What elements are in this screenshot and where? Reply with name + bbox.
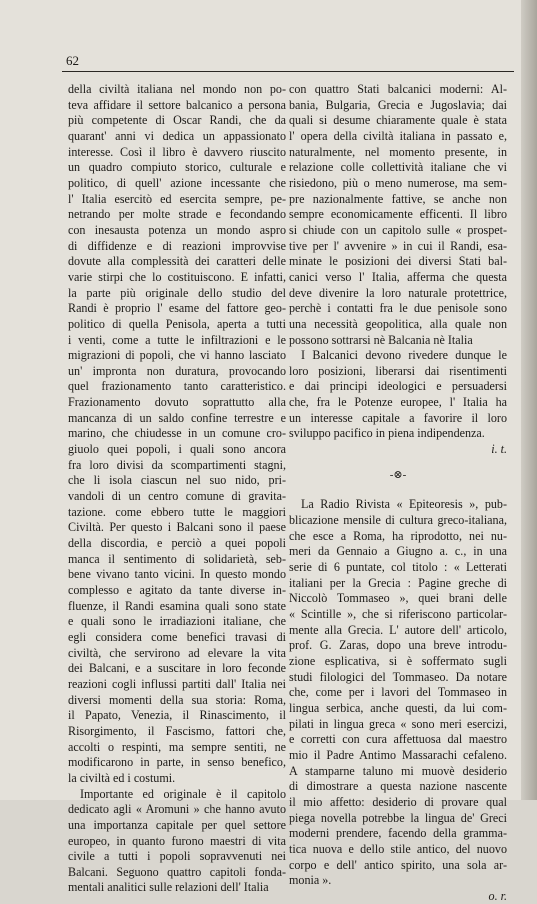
text-line: civile a tutti i popoli sopravvenuti nei [68,849,286,864]
text-line: fra loro divisi da scompartimenti stagni, [68,457,286,472]
text-line: moderni prendere, facendo della gramma- [289,826,507,841]
text-line: prof. G. Zaras, dopo una breve introdu- [289,638,507,653]
text-line: vandoli di un centro comune di gravita- [68,489,286,504]
text-line: il mio affetto: desiderio di provare qual [289,794,507,809]
text-line: con quattro Stati balcanici moderni: Al- [289,82,507,96]
ornament-divider: -⊗- [389,468,407,481]
text-line: Importante ed originale è il capitolo [80,786,286,801]
right-column [289,82,507,904]
text-line: meri da Gennaio a Giugno a. c., in una [289,544,507,559]
text-line: un interesse capitale a favorire il loro [289,410,507,425]
text-line: e corretti con cura affettuosa dal maestro [289,732,507,747]
header-rule [62,71,514,72]
page-binding-shadow [521,0,537,800]
right-column-part-1 [289,82,507,442]
text-line: teva affidare il settore balcanico a persona [68,97,286,112]
signature-or: o. r. [488,888,507,903]
text-line: che, fra le Potenze europee, l' Italia ha [289,395,507,410]
text-line: bania, Bulgaria, Grecia e Jugoslavia; dai [289,97,507,112]
text-line: politico di quella Penisola, aperta a tutti [68,316,286,331]
text-line: varie stirpi che lo costituiscono. E infatti, [68,269,286,284]
right-column-part-2 [289,497,507,888]
text-line: perchè i contatti fra le due penisole sono [289,301,507,316]
text-line: della civiltà italiana nel mondo non po- [68,82,286,96]
text-line: migrazioni di popoli, che vi hanno lasciato [68,348,286,363]
text-line: fluenze, il Randi esamina quali sono state [68,598,286,613]
text-line: tazione. come ebbero tutte le maggiori [68,504,286,519]
text-line: il Papato, Venezia, il Rinascimento, il [68,708,286,723]
text-line: e dai principi ideologici e persuadersi [289,379,507,394]
text-line: « Scintille », che si riferiscono particolar- [289,607,507,621]
text-line: I Balcanici devono rivedere dunque le [301,348,507,363]
text-line: quarant' anni vi dedica un appassionato [68,128,286,143]
text-line: con inesausta potenza un mondo aspro [68,222,286,237]
text-line: minate le posizioni dei diversi Stati bal- [289,254,507,269]
text-line: Balcani. Seguono quattro capitoli fonda- [68,864,286,879]
text-line: zione esplicativa, si è soffermato sugli [289,653,507,668]
text-line: la parte più originale dello studio del [68,285,286,300]
text-line: quel frazionamento tanto caratteristico. [68,379,286,394]
text-line: italiani per la Grecia : Pagine greche di [289,575,507,590]
text-line: modificarono in parte, in senso benefico, [68,755,286,770]
text-line: Frazionamento dovuto soprattutto alla [68,395,286,410]
text-line: tive per l' avvenire » in cui il Randi, esa- [289,238,507,253]
text-line: lingua serbica, anche questi, da lui com- [289,700,507,715]
text-line: dovute alla complessità dei caratteri delle [68,254,286,269]
text-line: si chiude con un capitolo sulle « prospet- [289,222,507,237]
text-line: la civiltà ed i costumi. [68,770,176,785]
text-line: l' Italia esercitò ed esercita sempre, pe- [68,191,286,206]
text-line: complesso e agitato da tante diverse in- [68,583,286,597]
text-line: pilati in lingua greca « sono meri esercizi, [289,716,507,731]
text-line: Civiltà. Per questo i Balcani sono il paese [68,520,286,535]
signature-it: i. t. [491,442,507,457]
text-line: manca il sentimento di solidarietà, seb- [68,551,286,566]
text-line: che li isola ciascun nel suo nido, pri- [68,473,286,488]
text-line: un quadro compiuto storico, culturale e [68,160,286,175]
text-line: dei Balcani, e a suscitare in loro feconde [68,661,286,676]
text-line: netrando per molte strade e fecondando [68,207,286,222]
text-line: mancanza di un saldo confine terrestre e [68,410,286,425]
text-line: risiedono, più o meno numerose, ma sem- [289,175,507,190]
text-line: più competente di Oscar Randi, che da [68,113,286,128]
text-line: di dimostrare a questa nazione nascente [289,779,507,794]
text-line: naturalmente, nel momento presente, in [289,144,507,159]
text-line: possono sottrarsi nè Balcania nè Italia [289,332,473,347]
text-line: della discordia, e perciò a quei popoli [68,536,286,551]
text-line: che esce a Roma, ha riprodotto, nei nu- [289,528,507,543]
text-line: deve divenire la loro naturale protettrice, [289,285,507,300]
text-line: politico, di quell' azione incessante che [68,175,286,190]
text-line: che, come per i lavori del Tommaseo in [289,685,507,700]
text-line: sempre economicamente efficenti. Il libro [289,207,507,222]
left-column [68,82,286,896]
text-line: Niccolò Tommaseo », quei brani delle [289,591,507,606]
text-line: civiltà, che servirono ad elevare la vita [68,645,286,660]
text-line: serie di 6 puntate, col titolo : « Letterati [289,560,507,575]
text-line: giuolo quei popoli, i quali sono ancora [68,442,286,457]
text-line: e quali sono le irradiazioni italiane, che [68,614,286,629]
text-line: monia ». [289,873,332,888]
text-line: blicazione mensile di cultura greco-italiana, [289,513,507,528]
text-line: dedicato agli « Aromuni » che hanno avuto [68,802,286,817]
text-line: una necessità geopolitica, alla quale non [289,316,507,331]
text-line: canici verso l' Italia, afferma che questa [289,269,507,284]
text-line: mente alla Grecia. L' autore dell' articolo, [289,622,507,637]
text-line: tica nuova e dello stile antico, del nuovo [289,841,507,856]
text-line: quali si desume chiaramente quale è stata [289,113,507,128]
text-line: Risorgimento, il Fascismo, fattori che, [68,723,286,738]
text-line: loro posizioni, liberarsi dai risentimenti [289,363,507,378]
text-line: diversi momenti della sua storia: Roma, [68,692,286,707]
text-line: interesse. Così il libro è davvero riuscito [68,144,286,159]
text-line: bene vivano tanto vicini. In questo mondo [68,567,286,582]
text-line: studi filologici del Tommaseo. Da notare [289,669,507,684]
text-line: mentali analitici sulle relazioni dell' Italia [68,880,269,895]
text-line: di diffidenze e di reazioni improvvise [68,238,286,253]
text-line: relazione colle collettività italiane che vi [289,160,507,175]
text-line: egli considera come benefici travasi di [68,629,286,644]
text-line: i venti, come a tutte le infiltrazioni e le [68,332,286,347]
text-line: A stamparne taluno mi muovè desiderio [289,763,507,778]
text-line: un' impronta non duratura, provocando [68,363,286,378]
text-line: corpo e dell' antico spirito, una sola ar- [289,857,507,872]
page-number: 62 [66,53,79,68]
text-line: europeo, in quanto furono maestri di vita [68,833,286,848]
text-line: La Radio Rivista « Epiteoresis », pub- [301,497,507,512]
text-line: piega novella potrebbe la lingua de' Greci [289,810,507,825]
text-line: Randi è proprio l' esame del fattore geo- [68,301,286,316]
text-line: pre nazionalmente fattive, se anche non [289,191,507,206]
text-line: reazioni cogli influssi partiti dall' Italia nei [68,676,286,691]
text-line: sviluppo pacifico in piena indipendenza. [289,426,485,441]
text-line: l' opera della civiltà italiana in passato e, [289,128,507,143]
text-line: una importanza capitale per quel settore [68,817,286,832]
text-line: marino, che chiudesse in un comune cro- [68,426,286,441]
text-line: mio il Padre Antimo Massarachi cefaleno. [289,747,507,762]
text-line: accolti o respinti, ma sempre sentiti, ne [68,739,286,754]
